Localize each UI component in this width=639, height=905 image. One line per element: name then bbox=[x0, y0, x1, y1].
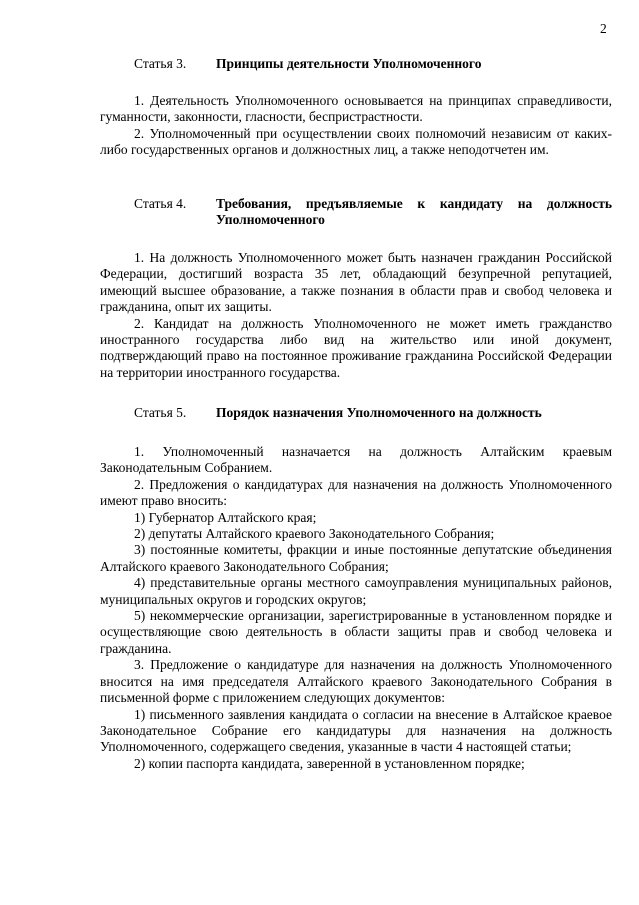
article-title: Требования, предъявляемые к кандидату на должность Уполномоченного bbox=[216, 196, 612, 228]
paragraph: 3. Предложение о кандидатуре для назначения на должность Уполномоченного вносится на имя председателя Алтайского краевого Законодательного Собрания в письменной форме с приложением следующих документов: bbox=[100, 657, 612, 706]
list-item: 2) копии паспорта кандидата, заверенной в установленном порядке; bbox=[134, 755, 525, 771]
paragraph: 1. На должность Уполномоченного может быть назначен гражданин Российской Федерации, достигший возраста 35 лет, обладающий безупречной репутацией, имеющий высшее образование, а также познания в области прав и свобод человека и гражданина, опыт их защиты. bbox=[100, 250, 612, 315]
list-item: 5) некоммерческие организации, зарегистрированные в установленном порядке и осуществляющие свою деятельность в области защиты прав и свобод человека и гражданина. bbox=[100, 608, 612, 656]
article-title: Принципы деятельности Уполномоченного bbox=[216, 56, 482, 71]
paragraph: 2. Уполномоченный при осуществлении своих полномочий независим от каких-либо государственных органов и должностных лиц, а также неподотчетен им. bbox=[100, 125, 612, 158]
page-number: 2 bbox=[600, 21, 607, 36]
paragraph: 2. Кандидат на должность Уполномоченного не может иметь гражданство иностранного государства либо вид на жительство или иной документ, подтверждающий право на постоянное проживание гражданина Российской Федерации на территории иностранного государства. bbox=[100, 315, 612, 380]
article-label: Статья 5. bbox=[134, 405, 187, 420]
list-item: 1) письменного заявления кандидата о согласии на внесение в Алтайское краевое Законодательное Собрание его кандидатуры для назначения на должность Уполномоченного, содержащего сведения, указанные в части 4 настоящей статьи; bbox=[100, 706, 612, 755]
paragraph: 2. Предложения о кандидатурах для назначения на должность Уполномоченного имеют право вносить: bbox=[100, 476, 612, 509]
list-item: 1) Губернатор Алтайского края; bbox=[134, 509, 317, 525]
article-3-body bbox=[100, 93, 612, 159]
paragraph: 1. Деятельность Уполномоченного основывается на принципах справедливости, гуманности, законности, гласности, беспристрастности. bbox=[100, 93, 612, 125]
article-4 bbox=[100, 196, 612, 229]
list-item: 3) постоянные комитеты, фракции и иные постоянные депутатские объединения Алтайского краевого Законодательного Собрания; bbox=[100, 542, 612, 574]
article-label: Статья 3. bbox=[134, 56, 187, 71]
list-item: 2) депутаты Алтайского краевого Законодательного Собрания; bbox=[134, 526, 495, 542]
article-heading bbox=[100, 56, 612, 72]
article-3 bbox=[100, 56, 612, 72]
article-heading bbox=[100, 405, 612, 421]
paragraph: 1. Уполномоченный назначается на должность Алтайским краевым Законодательным Собранием. bbox=[100, 444, 612, 476]
article-heading bbox=[100, 196, 612, 229]
article-5-body bbox=[100, 444, 612, 772]
article-title: Порядок назначения Уполномоченного на должность bbox=[216, 405, 542, 420]
article-5 bbox=[100, 405, 612, 421]
article-label: Статья 4. bbox=[134, 196, 187, 211]
list-item: 4) представительные органы местного самоуправления муниципальных районов, муниципальных округов и городских округов; bbox=[100, 575, 612, 607]
article-4-body bbox=[100, 250, 612, 381]
